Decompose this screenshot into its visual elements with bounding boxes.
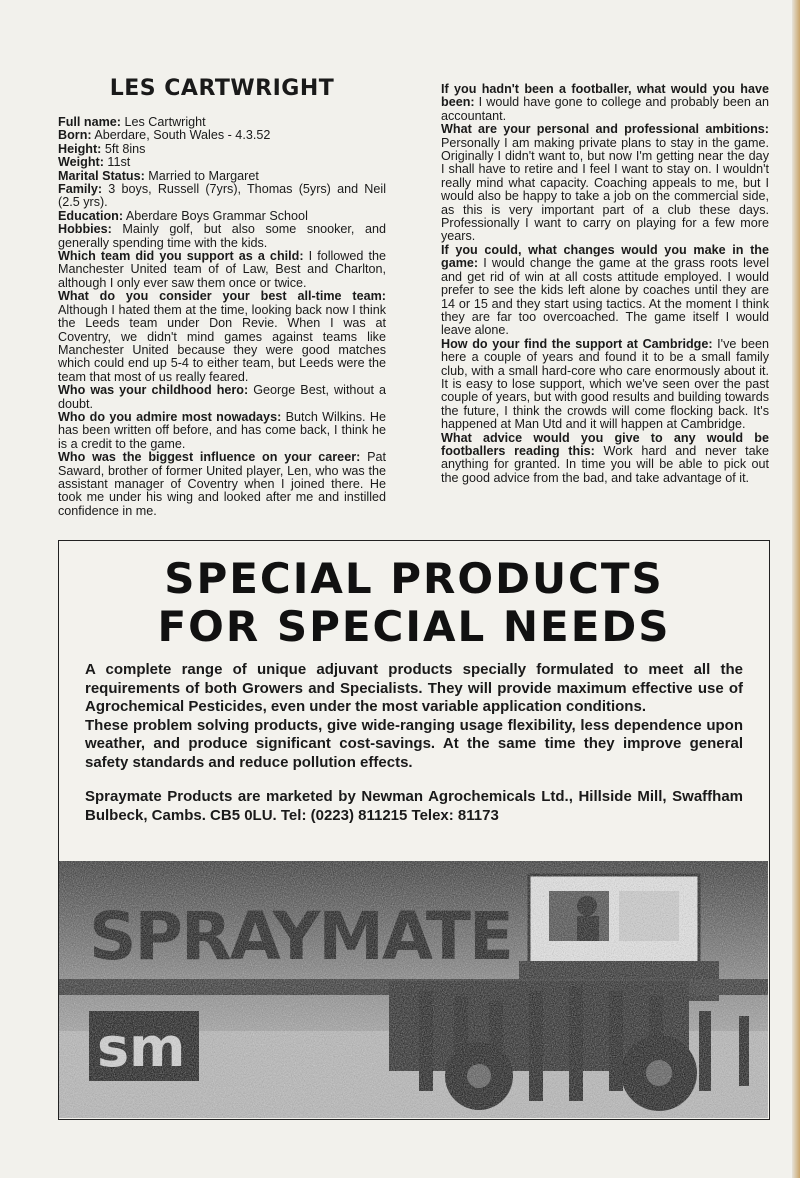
qa-text: Pat Saward, brother of former United player, Len, who was the assistant manager of Coventry when I joined there. He took me under his wing and looked after me and instilled confidence in me.	[58, 450, 386, 518]
qa-text: I've been here a couple of years and found it to be a small family club, with a small hard-core who care enormously about it. It is easy to lose support, which we've seen over the past couple of years, but with good results and building towards the future, I think the crowds will come flocking back. It's happened at Man Utd and it will happen at Cambridge.	[441, 336, 770, 432]
qa-entry	[441, 83, 769, 123]
qa-entry	[58, 250, 386, 290]
qa-text: Aberdare Boys Grammar School	[123, 208, 308, 223]
advert-headline-line1: SPECIAL PRODUCTS	[164, 554, 664, 603]
qa-entry	[58, 143, 386, 156]
qa-label: Full name:	[58, 115, 121, 129]
spraymate-advert	[58, 540, 770, 1120]
qa-label: Marital Status:	[58, 168, 145, 183]
qa-label: Who was the biggest influence on your career:	[58, 450, 361, 465]
qa-text: George Best, without a doubt.	[58, 383, 386, 411]
qa-entry	[58, 451, 386, 518]
qa-entry	[58, 170, 386, 183]
qa-text: 3 boys, Russell (7yrs), Thomas (5yrs) and Neil (2.5 yrs).	[58, 182, 386, 210]
qa-text: Aberdare, South Wales - 4.3.52	[91, 128, 271, 143]
qa-label: Hobbies:	[58, 222, 112, 237]
qa-entry	[58, 223, 386, 250]
qa-entry	[58, 129, 386, 142]
qa-entry	[441, 244, 769, 338]
qa-entry	[58, 183, 386, 210]
qa-label: Who was your childhood hero:	[58, 383, 249, 398]
qa-entry	[58, 290, 386, 384]
article-left-column	[58, 76, 386, 518]
qa-label: Weight:	[58, 155, 104, 170]
qa-entry	[58, 411, 386, 451]
qa-text: Married to Margaret	[144, 168, 259, 183]
qa-label: What are your personal and professional ambitions:	[441, 122, 769, 137]
advert-contact: Spraymate Products are marketed by Newman Agrochemicals Ltd., Hillside Mill, Swaffham Bulbeck, Cambs. CB5 0LU. Tel: (0223) 811215 Telex: 81173	[85, 788, 743, 824]
qa-label: Height:	[58, 141, 102, 156]
advert-body	[85, 661, 743, 772]
article-title: LES CARTWRIGHT	[109, 76, 335, 101]
qa-label: Family:	[58, 182, 103, 197]
qa-entry	[441, 432, 769, 486]
qa-label: Education:	[58, 208, 124, 223]
advert-paragraph-1: A complete range of unique adjuvant products specially formulated to meet all the requirements of both Growers and Specialists. They will provide maximum effective use of Agrochemical Pesticides, even under the most variable application conditions.	[85, 661, 743, 715]
qa-label: If you hadn't been a footballer, what would you have been:	[441, 82, 769, 110]
qa-label: If you could, what changes would you make in the game:	[441, 242, 769, 271]
advert-paragraph-2: These problem solving products, give wide-ranging usage flexibility, less dependence upon weather, and produce significant cost-savings. At the same time they improve general safety standards and reduce pollution effects.	[85, 716, 743, 771]
qa-label: What do you consider your best all-time team:	[58, 289, 386, 304]
qa-entry	[58, 384, 386, 411]
qa-label: Which team did you support as a child:	[58, 249, 304, 264]
qa-text: I followed the Manchester United team of of Law, Best and Charlton, although I only ever saw them once or twice.	[58, 249, 387, 290]
qa-entry	[58, 156, 386, 169]
qa-text: 5ft 8ins	[101, 141, 146, 156]
left-entries	[58, 116, 386, 518]
qa-label: Who do you admire most nowadays:	[58, 409, 282, 424]
advert-headline-line2: FOR SPECIAL NEEDS	[157, 602, 671, 651]
page-edge	[792, 0, 800, 1178]
qa-text: I would have gone to college and probably been an accountant.	[441, 95, 769, 123]
qa-label: How do your find the support at Cambridge:	[441, 336, 713, 351]
qa-text: Although I hated them at the time, looking back now I think the Leeds team under Don Revie. When I was at Coventry, we didn't mind games against teams like Manchester United because they were good matches which could end up 5-4 to either team, but Leeds were the team that most of us really feared.	[58, 302, 386, 384]
sprayer-photo-image	[59, 861, 768, 1118]
right-entries	[441, 83, 769, 485]
article-right-column	[441, 83, 769, 485]
qa-label: What advice would you give to any would be footballers reading this:	[441, 430, 769, 458]
qa-text: Work hard and never take anything for granted. In time you will be able to pick out the good advice from the bad, and take advantage of it.	[441, 443, 769, 485]
qa-text: 11st	[103, 155, 131, 170]
qa-entry	[58, 116, 386, 129]
qa-entry	[441, 338, 769, 432]
qa-text: Personally I am making private plans to stay in the game. Originally I didn't want to, but now I'm getting near the day I shall have to retire and I feel I want to stay on. I wouldn't really mind what capacity. Coaching appeals to me, but I would also be happy to take a job on the commercial side, as this is very important part of a club these days. Professionally I want to carry on playing for a few more years.	[441, 135, 769, 244]
qa-entry	[58, 210, 386, 223]
qa-text: Les Cartwright	[120, 115, 206, 129]
advert-headline	[59, 555, 769, 651]
spraymate-sprayer-photo	[59, 861, 768, 1118]
qa-label: Born:	[58, 128, 92, 143]
qa-text: Butch Wilkins. He has been written off before, and has come back, I think he is a credit to the game.	[58, 409, 386, 451]
qa-text: I would change the game at the grass roots level and get rid of win at all costs attitude employed. I would prefer to see the kids left alone by coaches until they are 14 or 15 and they start using tactics. At the moment I think they are far too overcoached. The game itself I would leave alone.	[441, 256, 769, 338]
qa-text: Mainly golf, but also some snooker, and generally spending time with the kids.	[58, 222, 386, 250]
qa-entry	[441, 123, 769, 244]
